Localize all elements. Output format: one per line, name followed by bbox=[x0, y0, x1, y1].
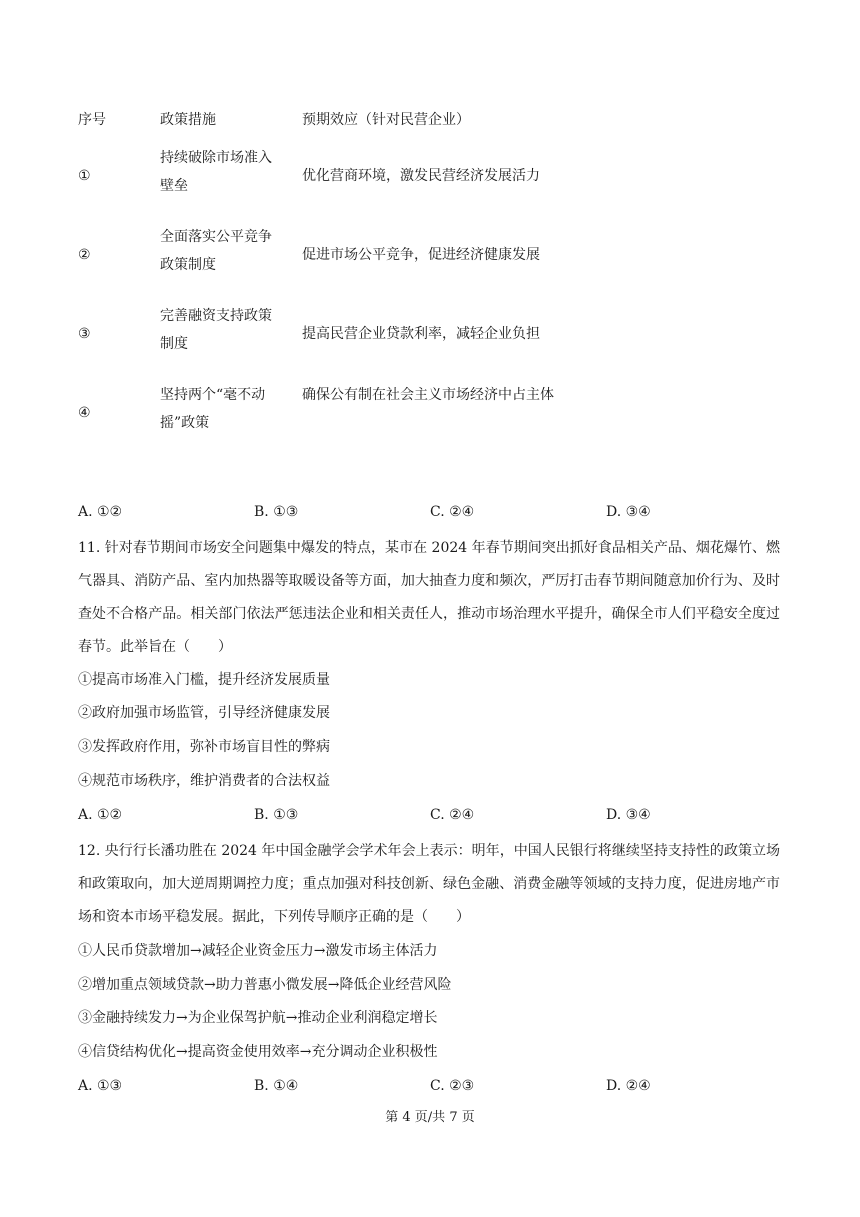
option-b[interactable]: B. ①③ bbox=[254, 504, 299, 520]
option-b[interactable]: B. ①④ bbox=[254, 1078, 299, 1094]
row-policy bbox=[160, 144, 292, 200]
option-a[interactable]: A. ①③ bbox=[78, 1078, 123, 1094]
q11-item: ④规范市场秩序，维护消费者的合法权益 bbox=[78, 773, 330, 789]
header-effect: 预期效应（针对民营企业） bbox=[302, 112, 470, 128]
table-header-row bbox=[78, 106, 598, 136]
q12-item: ①人民币贷款增加→减轻企业资金压力→激发市场主体活力 bbox=[78, 943, 438, 959]
q12-stem: 12. 央行行长潘功胜在 2024 年中国金融学会学术年会上表示：明年，中国人民银行将继续坚持支持性的政策立场和政策取向，加大逆周期调控力度；重点加强对科技创新、绿色金融、消费金融等领域的支持力度，促进房地产市场和资本市场平稳发展。据此，下列传导顺序正确的是（ ） bbox=[78, 843, 780, 925]
row-policy-line: 坚持两个“毫不动 bbox=[160, 387, 266, 403]
option-b[interactable]: B. ①③ bbox=[254, 807, 299, 823]
row-effect-line: 提高民营企业贷款利率，减轻企业负担 bbox=[302, 325, 540, 342]
q12-item: ④信贷结构优化→提高资金使用效率→充分调动企业积极性 bbox=[78, 1044, 438, 1060]
row-effect bbox=[302, 136, 602, 215]
row-effect-line: 促进市场公平竞争，促进经济健康发展 bbox=[302, 246, 540, 263]
q11-item: ①提高市场准入门槛，提升经济发展质量 bbox=[78, 672, 330, 688]
option-d[interactable]: D. ②④ bbox=[606, 1078, 651, 1094]
option-c[interactable]: C. ②④ bbox=[430, 807, 475, 823]
row-policy bbox=[160, 381, 292, 437]
row-policy-line: 壁垒 bbox=[160, 178, 188, 194]
q11-item: ③发挥政府作用，弥补市场盲目性的弊病 bbox=[78, 739, 330, 755]
page-footer: 第 4 页/共 7 页 bbox=[385, 1110, 475, 1125]
q11-item: ②政府加强市场监管，引导经济健康发展 bbox=[78, 705, 330, 721]
row-policy-line: 政策制度 bbox=[160, 257, 216, 273]
q10-options bbox=[78, 499, 758, 525]
option-c[interactable]: C. ②③ bbox=[430, 1078, 475, 1094]
option-a[interactable]: A. ①② bbox=[78, 504, 123, 520]
header-policy: 政策措施 bbox=[160, 112, 216, 128]
option-d[interactable]: D. ③④ bbox=[606, 504, 651, 520]
q12-item: ③金融持续发力→为企业保驾护航→推动企业利润稳定增长 bbox=[78, 1010, 438, 1026]
row-effect-line: 优化营商环境，激发民营经济发展活力 bbox=[302, 167, 540, 184]
row-policy-line: 完善融资支持政策 bbox=[160, 308, 272, 324]
row-effect bbox=[302, 215, 602, 294]
table-row bbox=[78, 373, 598, 452]
row-policy bbox=[160, 302, 292, 358]
option-d[interactable]: D. ③④ bbox=[606, 807, 651, 823]
policy-table bbox=[78, 106, 598, 452]
table-row bbox=[78, 215, 598, 294]
option-c[interactable]: C. ②④ bbox=[430, 504, 475, 520]
row-number: ③ bbox=[78, 325, 91, 342]
row-effect-line: 体 bbox=[540, 387, 554, 403]
q12-item: ②增加重点领域贷款→助力普惠小微发展→降低企业经营风险 bbox=[78, 977, 452, 993]
row-effect bbox=[302, 294, 602, 373]
row-policy-line: 制度 bbox=[160, 336, 188, 352]
row-policy bbox=[160, 223, 292, 279]
row-number: ④ bbox=[78, 404, 91, 421]
q11-options bbox=[78, 802, 758, 828]
row-number: ② bbox=[78, 246, 91, 263]
table-row bbox=[78, 136, 598, 215]
q12-options bbox=[78, 1073, 758, 1099]
row-effect bbox=[302, 373, 602, 452]
table-row bbox=[78, 294, 598, 373]
row-number: ① bbox=[78, 167, 91, 184]
q11-stem: 11. 针对春节期间市场安全问题集中爆发的特点，某市在 2024 年春节期间突出抓好食品相关产品、烟花爆竹、燃气器具、消防产品、室内加热器等取暖设备等方面，加大抽查力度和频次，严厉打击春节期间随意加价行为、及时查处不合格产品。相关部门依法严惩违法企业和相关责任人，推动市场治理水平提升，确保全市人们平稳安全度过春节。此举旨在（ ） bbox=[78, 540, 780, 655]
row-policy-line: 摇”政策 bbox=[160, 415, 210, 431]
option-a[interactable]: A. ①② bbox=[78, 807, 123, 823]
row-effect-line: 确保公有制在社会主义市场经济中占主 bbox=[302, 387, 540, 403]
row-policy-line: 全面落实公平竞争 bbox=[160, 229, 272, 245]
row-policy-line: 持续破除市场准入 bbox=[160, 150, 272, 166]
header-number: 序号 bbox=[78, 112, 106, 128]
